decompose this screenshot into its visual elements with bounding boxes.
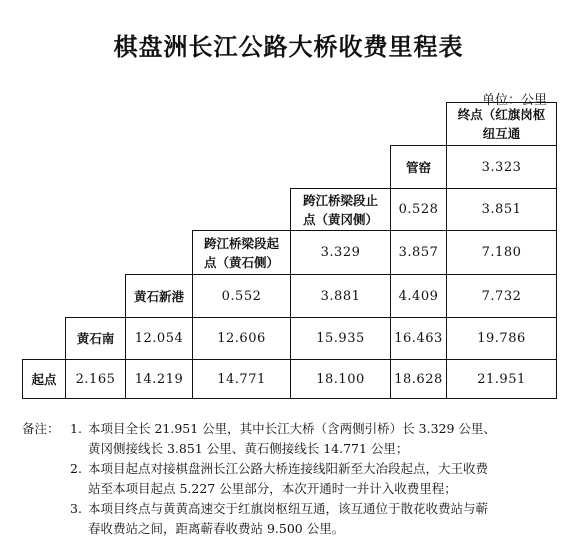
mileage-cell: 3.857 bbox=[390, 230, 447, 275]
mileage-cell: 14.219 bbox=[125, 359, 193, 399]
station-label: 跨江桥梁段起点（黄石侧） bbox=[192, 230, 291, 275]
note-indent bbox=[70, 519, 88, 539]
mileage-cell: 3.881 bbox=[290, 274, 391, 318]
note-item-1 bbox=[22, 419, 562, 439]
mileage-cell: 12.054 bbox=[125, 317, 193, 360]
mileage-cell: 14.771 bbox=[192, 359, 291, 399]
note-line: 黄冈侧接线长 3.851 公里、黄石侧接线长 14.771 公里； bbox=[88, 441, 409, 456]
mileage-cell: 7.180 bbox=[446, 230, 557, 275]
note-number: 1. bbox=[70, 421, 82, 436]
note-indent bbox=[22, 499, 70, 519]
note-item-3-cont bbox=[22, 519, 562, 539]
mileage-cell: 7.732 bbox=[446, 274, 557, 318]
mileage-cell: 15.935 bbox=[290, 317, 391, 360]
mileage-cell: 12.606 bbox=[192, 317, 291, 360]
note-indent bbox=[22, 519, 70, 539]
note-line: 本项目起点对接棋盘洲长江公路大桥连接线阳新至大冶段起点，大王收费 bbox=[88, 461, 489, 476]
mileage-cell: 4.409 bbox=[390, 274, 447, 318]
mileage-cell: 2.165 bbox=[65, 359, 126, 399]
mileage-cell: 0.528 bbox=[390, 188, 447, 231]
note-number: 3. bbox=[70, 501, 82, 516]
note-item-1-cont bbox=[22, 439, 562, 459]
note-line: 春收费站之间，距离蕲春收费站 9.500 公里。 bbox=[88, 521, 345, 536]
mileage-cell: 3.323 bbox=[446, 145, 557, 189]
notes-section bbox=[22, 419, 562, 539]
station-label: 跨江桥梁段止点（黄冈侧） bbox=[290, 188, 391, 231]
note-indent bbox=[70, 439, 88, 459]
mileage-cell: 0.552 bbox=[192, 274, 291, 318]
notes-label: 备注： bbox=[22, 421, 60, 436]
mileage-cell: 3.851 bbox=[446, 188, 557, 231]
mileage-cell: 16.463 bbox=[390, 317, 447, 360]
note-line: 本项目全长 21.951 公里，其中长江大桥（含两侧引桥）长 3.329 公里、 bbox=[88, 421, 496, 436]
note-line: 本项目终点与黄黄高速交于红旗岗枢纽互通，该互通位于散花收费站与蕲 bbox=[88, 501, 489, 516]
station-label: 管窑 bbox=[390, 145, 447, 189]
note-item-2 bbox=[22, 459, 562, 479]
note-item-3 bbox=[22, 499, 562, 519]
station-label: 终点（红旗岗枢纽互通 bbox=[446, 102, 557, 146]
mileage-cell: 3.329 bbox=[290, 230, 391, 275]
note-line: 站至本项目起点 5.227 公里部分，本次开通时一并计入收费里程； bbox=[88, 481, 457, 496]
note-item-2-cont bbox=[22, 479, 562, 499]
station-label: 黄石新港 bbox=[125, 274, 193, 318]
note-indent bbox=[22, 439, 70, 459]
note-number: 2. bbox=[70, 461, 82, 476]
mileage-cell: 18.100 bbox=[290, 359, 391, 399]
station-label: 黄石南 bbox=[65, 317, 126, 360]
station-label: 起点 bbox=[22, 359, 66, 399]
mileage-cell: 18.628 bbox=[390, 359, 447, 399]
mileage-cell: 19.786 bbox=[446, 317, 557, 360]
note-indent bbox=[22, 479, 70, 499]
mileage-cell: 21.951 bbox=[446, 359, 557, 399]
unit-label: 单位：公里 bbox=[481, 93, 547, 108]
note-indent bbox=[70, 479, 88, 499]
page-title: 棋盘洲长江公路大桥收费里程表 bbox=[113, 33, 464, 61]
note-indent bbox=[22, 459, 70, 479]
